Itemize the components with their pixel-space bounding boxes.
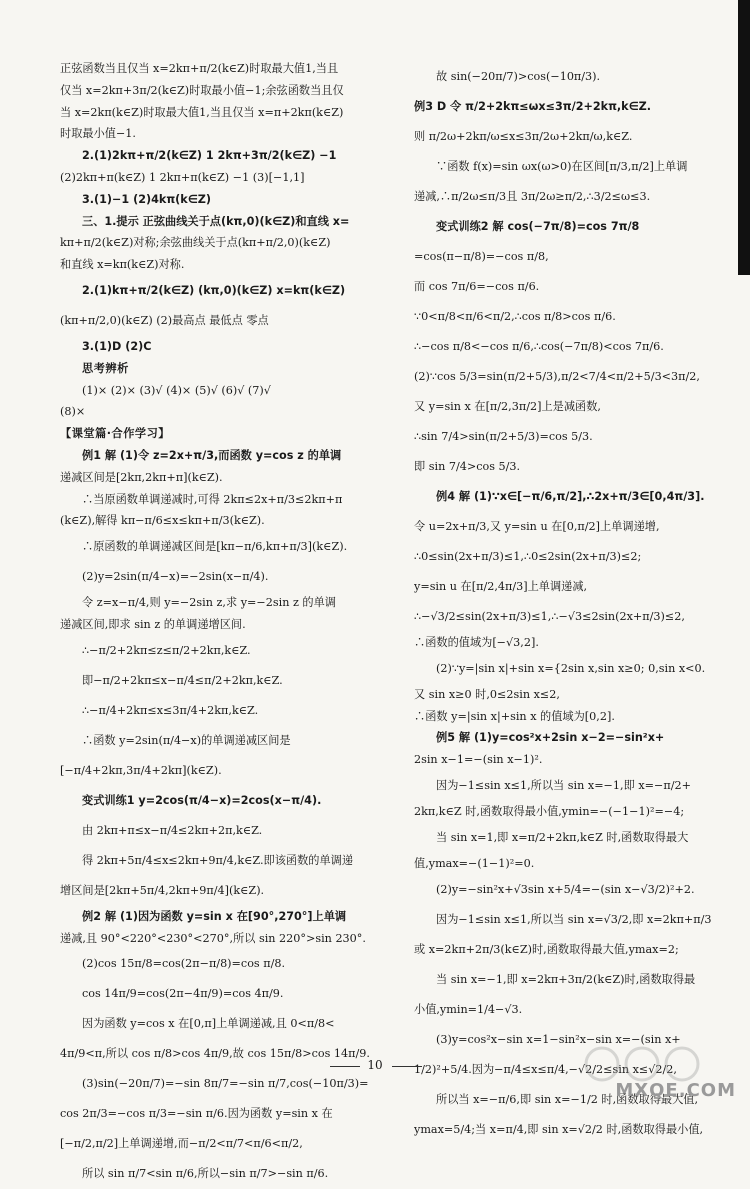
left-line: 3.(1)−1 (2)4kπ(k∈Z) [82,192,211,206]
right-line: 递减,∴π/2ω≤π/3且 3π/2ω≥π/2,∴3/2≤ω≤3. [414,190,651,203]
left-line: 2.(1)kπ+π/2(k∈Z) (kπ,0)(k∈Z) x=kπ(k∈Z) [82,283,346,297]
right-line: ∴0≤sin(2x+π/3)≤1,∴0≤2sin(2x+π/3)≤2; [414,550,642,563]
right-line: 1/2)²+5/4.因为−π/4≤x≤π/4,−√2/2≤sin x≤√2/2, [414,1062,677,1076]
left-line: 正弦函数当且仅当 x=2kπ+π/2(k∈Z)时取最大值1,当且 [60,62,339,75]
left-line: 时取最小值−1. [60,127,136,141]
right-line: 2sin x−1=−(sin x−1)². [414,753,543,767]
left-line: 所以 sin π/7<sin π/6,所以−sin π/7>−sin π/6. [82,1167,329,1181]
right-line: 2kπ,k∈Z 时,函数取得最小值,ymin=−(−1−1)²=−4; [414,804,685,818]
left-line: kπ+π/2(k∈Z)对称;余弦曲线关于点(kπ+π/2,0)(k∈Z) [60,236,331,250]
page-number-rule-right [392,1066,422,1067]
left-line: 思考辨析 [82,361,129,375]
right-line: 令 u=2x+π/3,又 y=sin u 在[0,π/2]上单调递增, [414,520,660,533]
right-line: 例5 解 (1)y=cos²x+2sin x−2=−sin²x+ [436,731,665,745]
right-line: 小值,ymin=1/4−√3. [414,1002,523,1016]
right-line: (2)∵y=|sin x|+sin x={2sin x,sin x≥0; 0,sin x<0. [436,661,706,675]
left-line: [−π/2,π/2]上单调递增,而−π/2<π/7<π/6<π/2, [60,1137,303,1151]
left-line: (kπ+π/2,0)(k∈Z) (2)最高点 最低点 零点 [60,313,269,327]
watermark-text: MXQE.COM [615,1080,736,1101]
left-line: ∴函数 y=2sin(π/4−x)的单调递减区间是 [82,733,291,747]
right-line: 又 y=sin x 在[π/2,3π/2]上是减函数, [414,400,601,413]
left-line: ∴−π/4+2kπ≤x≤3π/4+2kπ,k∈Z. [82,703,259,717]
right-line: (2)y=−sin²x+√3sin x+5/4=−(sin x−√3/2)²+2. [436,882,695,896]
left-line: 4π/9<π,所以 cos π/8>cos 4π/9,故 cos 15π/8>cos 14π/9. [60,1047,370,1061]
left-line: 和直线 x=kπ(k∈Z)对称. [60,258,185,272]
right-column [414,62,740,1145]
left-line: 当 x=2kπ(k∈Z)时取最大值1,当且仅当 x=π+2kπ(k∈Z) [60,105,344,119]
right-line: 例4 解 (1)∵x∈[−π/6,π/2],∴2x+π/3∈[0,4π/3]. [436,490,705,503]
left-line: 得 2kπ+5π/4≤x≤2kπ+9π/4,k∈Z.即该函数的单调递 [82,853,354,867]
left-line: 由 2kπ+π≤x−π/4≤2kπ+2π,k∈Z. [82,823,263,837]
left-line: 因为函数 y=cos x 在[0,π]上单调递减,且 0<π/8< [82,1017,335,1031]
right-line: 所以当 x=−π/6,即 sin x=−1/2 时,函数取得最大值, [436,1092,699,1106]
left-line: 三、1.提示 正弦曲线关于点(kπ,0)(k∈Z)和直线 x= [82,214,350,228]
left-line: 递减区间是[2kπ,2kπ+π](k∈Z). [60,470,223,484]
right-line: 因为−1≤sin x≤1,所以当 sin x=−1,即 x=−π/2+ [436,778,692,792]
left-line: 增区间是[2kπ+5π/4,2kπ+9π/4](k∈Z). [60,883,265,897]
right-line: ∴−cos π/8<−cos π/6,∴cos(−7π/8)<cos 7π/6. [414,340,664,353]
right-line: 当 sin x=−1,即 x=2kπ+3π/2(k∈Z)时,函数取得最 [436,972,696,986]
scan-edge-shadow [738,0,750,275]
left-column [60,58,388,1189]
left-line: (1)× (2)× (3)√ (4)× (5)√ (6)√ (7)√ [82,383,271,397]
right-line: ∴−√3/2≤sin(2x+π/3)≤1,∴−√3≤2sin(2x+π/3)≤2, [414,610,685,623]
page-number: 10 [367,1058,383,1072]
right-line: ∵函数 f(x)=sin ωx(ω>0)在区间[π/3,π/2]上单调 [436,160,688,173]
left-line: [−π/4+2kπ,3π/4+2kπ](k∈Z). [60,763,222,777]
left-line: 例1 解 (1)令 z=2x+π/3,而函数 y=cos z 的单调 [82,448,342,462]
left-line: (2)cos 15π/8=cos(2π−π/8)=cos π/8. [82,957,286,971]
left-line: (2)2kπ+π(k∈Z) 1 2kπ+π(k∈Z) −1 (3)[−1,1] [60,170,305,184]
left-line: 即−π/2+2kπ≤x−π/4≤π/2+2kπ,k∈Z. [82,673,283,687]
left-line: ∴当原函数单调递减时,可得 2kπ≤2x+π/3≤2kπ+π [82,492,343,506]
left-line: 仅当 x=2kπ+3π/2(k∈Z)时取最小值−1;余弦函数当且仅 [60,83,344,97]
right-line: y=sin u 在[π/2,4π/3]上单调递减, [414,580,588,593]
right-line: ∴函数 y=|sin x|+sin x 的值域为[0,2]. [414,709,615,723]
left-line: 递减区间,即求 sin z 的单调递增区间. [60,617,246,631]
right-line: 值,ymax=−(1−1)²=0. [414,856,535,870]
left-line: cos 2π/3=−cos π/3=−sin π/6.因为函数 y=sin x 在 [60,1107,333,1121]
left-line: (2)y=2sin(π/4−x)=−2sin(x−π/4). [82,570,269,584]
right-line: 则 π/2ω+2kπ/ω≤x≤3π/2ω+2kπ/ω,k∈Z. [414,130,633,143]
right-line: 故 sin(−20π/7)>cos(−10π/3). [436,70,601,83]
left-line: 令 z=x−π/4,则 y=−2sin z,求 y=−2sin z 的单调 [82,596,336,610]
left-line: 2.(1)2kπ+π/2(k∈Z) 1 2kπ+3π/2(k∈Z) −1 [82,149,337,163]
left-line: ∴−π/2+2kπ≤z≤π/2+2kπ,k∈Z. [82,643,251,657]
left-line: 递减,且 90°<220°<230°<270°,所以 sin 220°>sin 230°. [60,931,366,945]
right-line: 因为−1≤sin x≤1,所以当 sin x=√3/2,即 x=2kπ+π/3 [436,912,712,926]
right-line: 而 cos 7π/6=−cos π/6. [414,280,540,293]
left-line: 3.(1)D (2)C [82,339,152,353]
right-line: ∴sin 7/4>sin(π/2+5/3)=cos 5/3. [414,430,593,443]
left-line: ∴原函数的单调递减区间是[kπ−π/6,kπ+π/3](k∈Z). [82,540,348,554]
left-line: cos 14π/9=cos(2π−4π/9)=cos 4π/9. [82,987,284,1001]
right-line: ∴函数的值域为[−√3,2]. [414,636,539,649]
left-line: (k∈Z),解得 kπ−π/6≤x≤kπ+π/3(k∈Z). [60,514,265,528]
right-line: 例3 D 令 π/2+2kπ≤ωx≤3π/2+2kπ,k∈Z. [414,100,652,113]
left-line: (8)× [60,405,86,419]
right-line: 即 sin 7/4>cos 5/3. [414,460,521,473]
left-line: 变式训练1 y=2cos(π/4−x)=2cos(x−π/4). [82,793,322,807]
right-line: =cos(π−π/8)=−cos π/8, [414,250,549,263]
left-line: (3)sin(−20π/7)=−sin 8π/7=−sin π/7,cos(−10π/3)= [82,1077,369,1091]
left-line: 【课堂篇·合作学习】 [60,427,170,441]
right-line: (3)y=cos²x−sin x=1−sin²x−sin x=−(sin x+ [436,1032,681,1046]
right-line: 当 sin x=1,即 x=π/2+2kπ,k∈Z 时,函数取得最大 [436,830,689,844]
left-line: 例2 解 (1)因为函数 y=sin x 在[90°,270°]上单调 [82,909,347,923]
right-line: 又 sin x≥0 时,0≤2sin x≤2, [414,687,560,701]
right-line: 或 x=2kπ+2π/3(k∈Z)时,函数取得最大值,ymax=2; [414,942,679,956]
right-line: 变式训练2 解 cos(−7π/8)=cos 7π/8 [436,220,640,233]
right-line: (2)∵cos 5/3=sin(π/2+5/3),π/2<7/4<π/2+5/3<3π/2, [414,370,700,383]
right-line: ∵0<π/8<π/6<π/2,∴cos π/8>cos π/6. [414,310,616,323]
right-line: ymax=5/4;当 x=π/4,即 sin x=√2/2 时,函数取得最小值, [414,1122,704,1136]
